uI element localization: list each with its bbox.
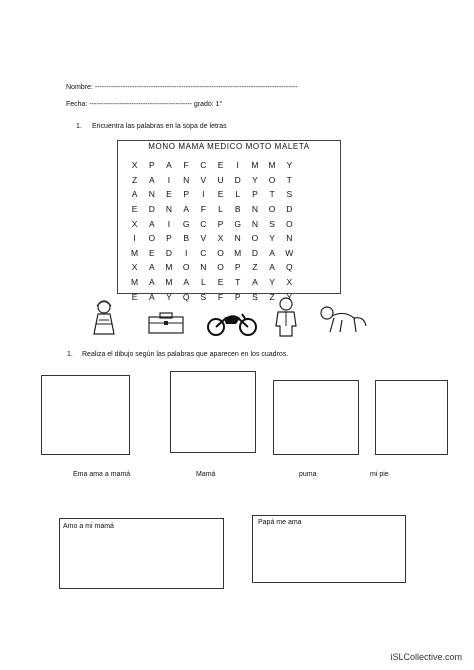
caption-4: mi pie xyxy=(370,471,389,478)
grid-cell[interactable]: N xyxy=(234,233,241,244)
word-list: MONO MAMA MEDICO MOTO MALETA xyxy=(148,142,310,151)
grid-row xyxy=(126,260,298,275)
drawing-box-4[interactable] xyxy=(375,380,448,455)
grid-cell[interactable]: D xyxy=(234,174,241,185)
grid-cell[interactable]: C xyxy=(200,160,207,171)
grid-cell[interactable]: I xyxy=(202,189,205,200)
grid-cell[interactable]: P xyxy=(217,218,224,229)
grid-cell[interactable]: A xyxy=(148,277,155,288)
grid-cell[interactable]: D xyxy=(286,204,293,215)
grid-cell[interactable]: F xyxy=(217,291,224,302)
drawing-box-2[interactable] xyxy=(170,371,256,453)
grid-row xyxy=(126,275,298,290)
grid-cell[interactable]: X xyxy=(131,262,138,273)
exercise-1-number: 1. xyxy=(76,123,82,130)
grid-row xyxy=(126,231,298,246)
grid-cell[interactable]: I xyxy=(133,233,136,244)
grid-cell[interactable]: I xyxy=(184,247,188,258)
exercise-2-instruction: Realiza el dibujo según las palabras que aparecen en los cuadros. xyxy=(82,351,289,358)
grid-row xyxy=(126,216,298,231)
grid-cell[interactable]: E xyxy=(131,291,138,302)
grid-cell[interactable]: P xyxy=(234,291,241,302)
doctor-icon xyxy=(272,296,300,338)
grid-cell[interactable]: E xyxy=(217,189,224,200)
grid-cell[interactable]: Y xyxy=(252,174,258,185)
drawing-box-3[interactable] xyxy=(273,380,359,455)
grid-cell[interactable]: I xyxy=(236,160,239,171)
grid-cell[interactable]: Y xyxy=(286,160,293,171)
grid-cell[interactable]: Y xyxy=(166,291,172,302)
word-search-puzzle xyxy=(117,140,341,302)
grid-cell[interactable]: M xyxy=(251,160,259,171)
grid-cell[interactable]: N xyxy=(183,174,190,185)
grid-cell[interactable]: F xyxy=(183,160,189,171)
grid-cell[interactable]: O xyxy=(285,218,293,229)
grid-cell[interactable]: A xyxy=(148,218,155,229)
grid-cell[interactable]: N xyxy=(251,204,258,215)
grid-cell[interactable]: D xyxy=(148,204,155,215)
grid-cell[interactable]: C xyxy=(200,247,207,258)
grid-cell[interactable]: M xyxy=(165,262,173,273)
grid-cell[interactable]: A xyxy=(252,277,258,288)
grid-cell[interactable]: M xyxy=(131,247,139,258)
monkey-icon xyxy=(318,304,368,334)
grid-cell[interactable]: T xyxy=(286,174,292,185)
grid-cell[interactable]: O xyxy=(268,174,276,185)
woman-icon xyxy=(88,298,120,336)
grid-cell[interactable]: A xyxy=(269,247,275,258)
grid-cell[interactable]: M xyxy=(268,160,276,171)
grid-cell[interactable]: D xyxy=(165,247,173,258)
grid-cell[interactable]: N xyxy=(251,218,258,229)
grid-cell[interactable]: O xyxy=(148,233,156,244)
grid-cell[interactable]: X xyxy=(131,218,138,229)
fecha-line: Fecha: -------------------------------------------- grado: 1° xyxy=(66,101,223,108)
grid-cell[interactable]: X xyxy=(217,233,224,244)
grid-cell[interactable]: A xyxy=(148,262,155,273)
grid-cell[interactable]: I xyxy=(167,174,171,185)
grid-cell[interactable]: Y xyxy=(286,291,293,302)
sentence-2: Papá me ama xyxy=(258,519,302,526)
grid-cell[interactable]: N xyxy=(200,262,207,273)
sentence-1: Amo a mi mamá xyxy=(63,523,114,530)
grid-cell[interactable]: M xyxy=(165,277,173,288)
grid-cell[interactable]: Y xyxy=(269,277,275,288)
grid-row xyxy=(126,173,298,188)
grid-cell[interactable]: A xyxy=(131,189,138,200)
caption-3: puma xyxy=(299,471,317,478)
grid-cell[interactable]: V xyxy=(200,233,207,244)
grid-cell[interactable]: U xyxy=(217,174,224,185)
briefcase-icon xyxy=(148,312,184,334)
grid-cell[interactable]: P xyxy=(234,262,241,273)
grid-cell[interactable]: P xyxy=(183,189,189,200)
grid-cell[interactable]: N xyxy=(165,204,173,215)
grid-cell[interactable]: B xyxy=(183,233,189,244)
sentence-box-1[interactable] xyxy=(59,518,224,589)
grid-cell[interactable]: F xyxy=(200,204,206,215)
grid-cell[interactable]: X xyxy=(131,160,138,171)
grid-cell[interactable]: Q xyxy=(285,262,293,273)
grid-cell[interactable]: O xyxy=(217,262,224,273)
motorcycle-icon xyxy=(206,310,258,336)
grid-cell[interactable]: M xyxy=(234,247,242,258)
grid-cell[interactable]: G xyxy=(234,218,242,229)
grid-cell[interactable]: V xyxy=(200,174,207,185)
grid-cell[interactable]: S xyxy=(286,189,293,200)
grid-cell[interactable]: C xyxy=(200,218,207,229)
grid-cell[interactable]: L xyxy=(218,204,223,215)
grid-cell[interactable]: W xyxy=(285,247,294,258)
grid-cell[interactable]: D xyxy=(251,247,258,258)
grid-row xyxy=(126,246,298,261)
grid-cell[interactable]: A xyxy=(269,262,275,273)
grid-cell[interactable]: Q xyxy=(182,291,190,302)
grid-cell[interactable]: L xyxy=(235,189,241,200)
grid-cell[interactable]: A xyxy=(183,204,189,215)
grid-cell[interactable]: L xyxy=(200,277,206,288)
grid-cell[interactable]: M xyxy=(131,277,139,288)
grid-cell[interactable]: X xyxy=(286,277,293,288)
grid-cell[interactable]: G xyxy=(182,218,190,229)
caption-2: Mamá xyxy=(196,471,216,478)
grid-cell[interactable]: A xyxy=(166,160,172,171)
grid-row xyxy=(126,202,298,217)
grid-cell[interactable]: Y xyxy=(269,233,275,244)
grid-cell[interactable]: A xyxy=(148,174,155,185)
grid-cell[interactable]: E xyxy=(131,204,138,215)
grid-cell[interactable]: B xyxy=(234,204,241,215)
drawing-box-1[interactable] xyxy=(41,375,130,455)
grid-cell[interactable]: T xyxy=(235,277,241,288)
grid-cell[interactable]: E xyxy=(217,160,224,171)
grid-cell[interactable]: Z xyxy=(131,174,138,185)
grid-cell[interactable]: N xyxy=(286,233,293,244)
grid-cell[interactable]: P xyxy=(252,189,258,200)
grid-cell[interactable]: Z xyxy=(252,262,258,273)
grid-cell[interactable]: E xyxy=(217,277,224,288)
grid-cell[interactable]: S xyxy=(269,218,275,229)
nombre-line: Nombre: --------------------------------------------------------------------------------------- xyxy=(66,84,298,91)
exercise-1-instruction: Encuentra las palabras en la sopa de letras xyxy=(92,123,227,130)
grid-cell[interactable]: E xyxy=(148,247,155,258)
grid-row xyxy=(126,187,298,202)
grid-row xyxy=(126,158,298,173)
grid-cell[interactable]: S xyxy=(200,291,207,302)
grid-cell[interactable]: P xyxy=(148,160,155,171)
grid-cell[interactable]: A xyxy=(148,291,155,302)
grid-cell[interactable]: A xyxy=(183,277,189,288)
grid-cell[interactable]: Z xyxy=(269,291,275,302)
exercise-2-number: 1. xyxy=(67,351,73,358)
grid-cell[interactable]: N xyxy=(148,189,155,200)
grid-cell[interactable]: O xyxy=(217,247,224,258)
grid-cell[interactable]: S xyxy=(252,291,258,302)
grid-cell[interactable]: P xyxy=(166,233,172,244)
caption-1: Ema ama a mamá xyxy=(73,471,131,478)
letter-grid xyxy=(126,158,298,304)
watermark: iSLCollective.com xyxy=(390,652,462,662)
grid-cell[interactable]: O xyxy=(182,262,190,273)
sentence-box-2[interactable] xyxy=(252,515,406,583)
grid-cell[interactable]: E xyxy=(166,189,172,200)
grid-cell[interactable]: I xyxy=(167,218,171,229)
grid-cell[interactable]: T xyxy=(269,189,275,200)
grid-cell[interactable]: O xyxy=(251,233,259,244)
grid-cell[interactable]: O xyxy=(268,204,276,215)
